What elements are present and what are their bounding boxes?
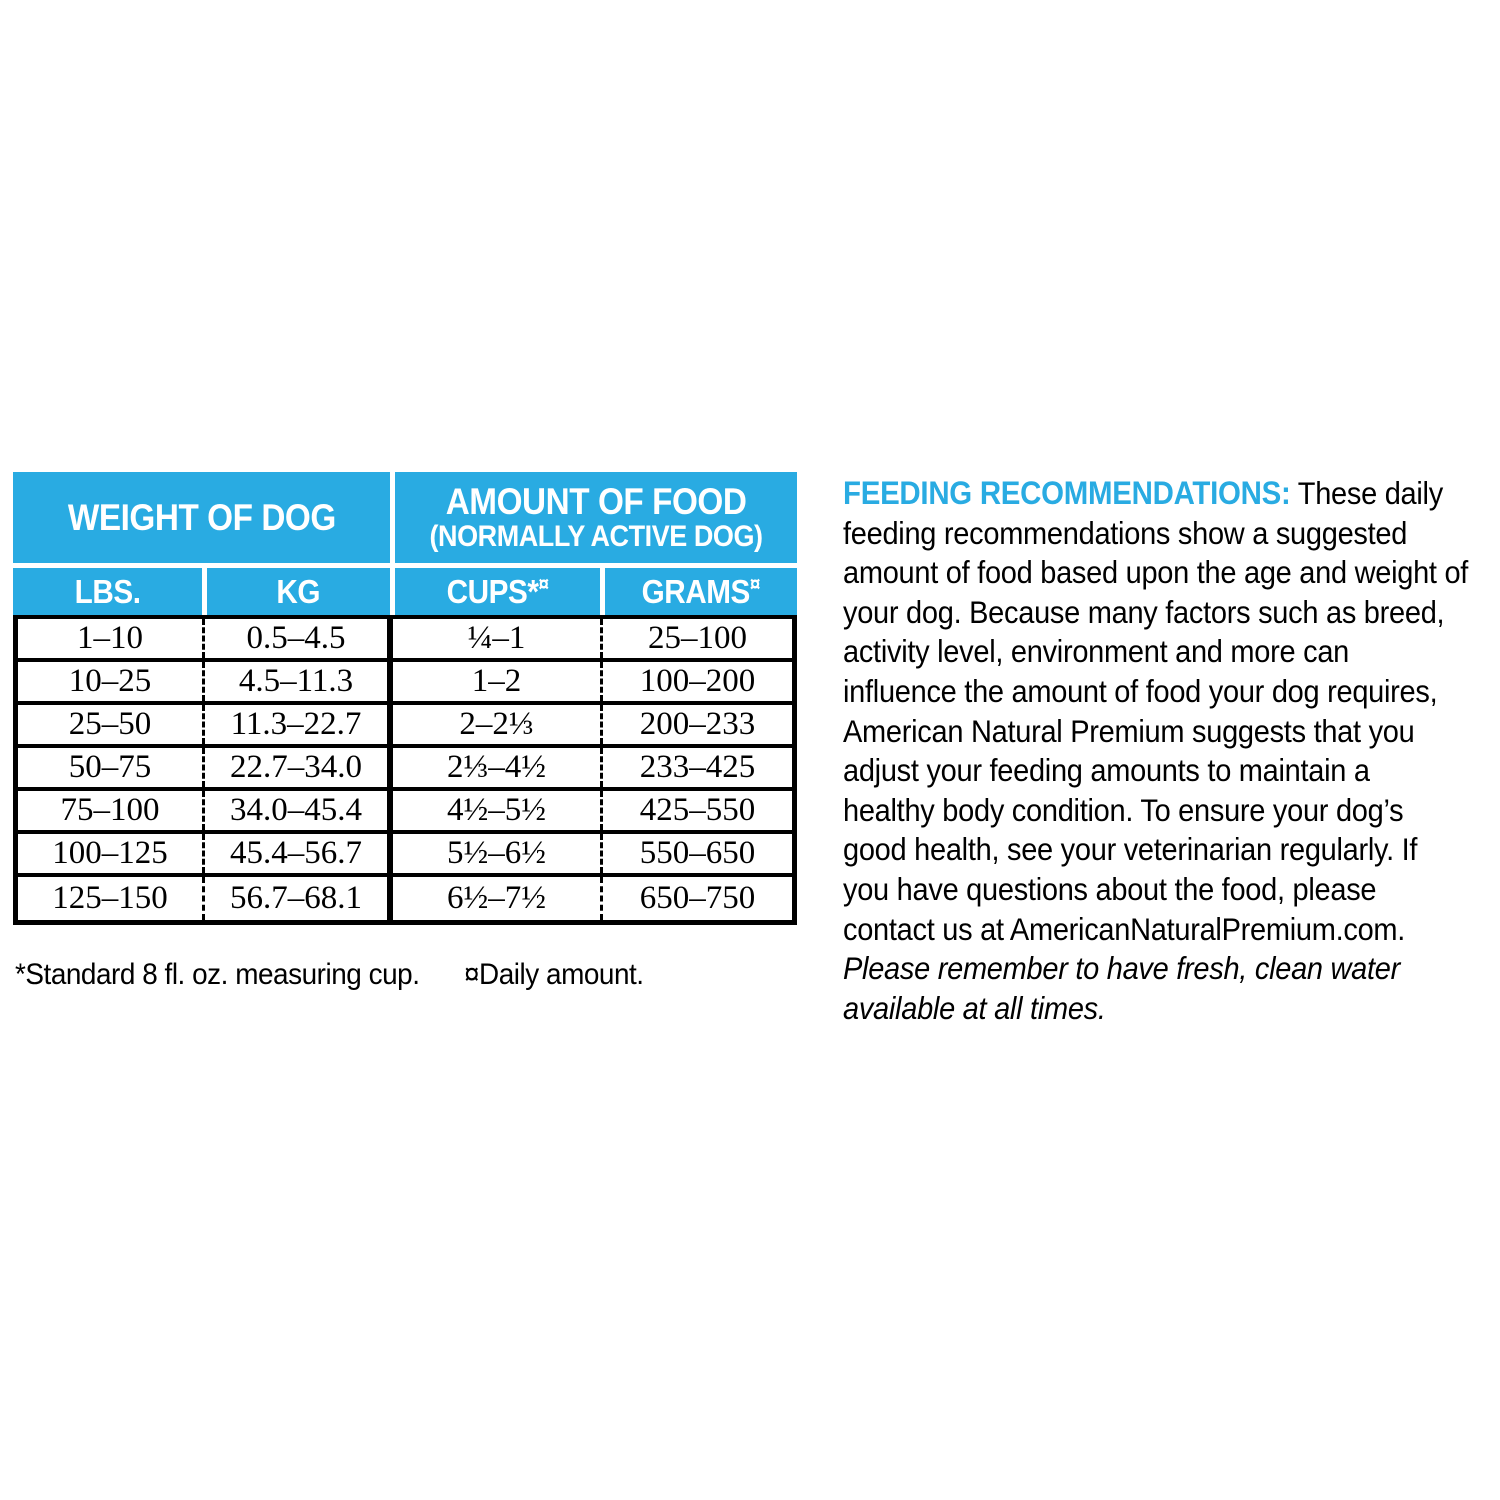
table-footnotes: [15, 958, 657, 992]
cell-lbs: 100–125: [18, 834, 205, 873]
cell-grams: 425–550: [639, 792, 756, 828]
column-header-lbs-label: LBS.: [74, 572, 141, 610]
column-header-grams-label: GRAMS: [641, 572, 751, 610]
cell-cups: 2⅓–4½: [393, 748, 603, 787]
column-header-grams: [605, 568, 797, 615]
cell-cups: 5½–6½: [393, 834, 603, 873]
group-header-amount-subtitle: (NORMALLY ACTIVE DOG): [429, 519, 763, 553]
cell-grams: 100–200: [639, 663, 756, 699]
cell-kg: 45.4–56.7: [205, 834, 393, 873]
cell-cups: 1–2: [393, 662, 603, 701]
table-row: [18, 834, 792, 877]
cell-grams: 25–100: [648, 620, 747, 656]
column-header-lbs: [13, 568, 202, 615]
cell-kg: 56.7–68.1: [205, 877, 393, 920]
column-header-cups: [395, 568, 600, 615]
table-body: [13, 615, 797, 925]
cell-grams: 550–650: [639, 835, 756, 871]
paragraph-emphasis: Please remember to have fresh, clean water available at all times.: [843, 950, 1401, 1026]
feeding-recommendations-paragraph: [843, 474, 1469, 1028]
column-header-grams-marker: ¤: [750, 572, 761, 596]
footnote-daily-amount: ¤Daily amount.: [464, 958, 644, 991]
cell-kg: 0.5–4.5: [205, 619, 393, 658]
table-row: [18, 619, 792, 662]
cell-lbs: 50–75: [18, 748, 205, 787]
paragraph-title: FEEDING RECOMMENDATIONS:: [843, 475, 1291, 511]
group-header-weight-of-dog: [13, 472, 390, 563]
cell-kg: 34.0–45.4: [205, 791, 393, 830]
table-row: [18, 877, 792, 920]
cell-cups: 4½–5½: [393, 791, 603, 830]
cell-grams: 200–233: [639, 706, 756, 742]
cell-kg: 11.3–22.7: [205, 705, 393, 744]
group-header-weight-title: WEIGHT OF DOG: [67, 496, 336, 538]
cell-cups: ¼–1: [393, 619, 603, 658]
cell-lbs: 1–10: [18, 619, 205, 658]
table-group-header-row: [13, 472, 797, 563]
footnote-measuring-cup: *Standard 8 fl. oz. measuring cup.: [15, 958, 420, 991]
cell-grams: 650–750: [639, 880, 756, 916]
cell-lbs: 75–100: [18, 791, 205, 830]
table-row: [18, 791, 792, 834]
cell-cups: 2–2⅓: [393, 705, 603, 744]
cell-kg: 4.5–11.3: [205, 662, 393, 701]
feeding-table: [13, 472, 797, 925]
cell-cups: 6½–7½: [393, 877, 603, 920]
column-header-cups-marker: ¤: [538, 572, 549, 596]
cell-grams: 233–425: [639, 749, 756, 785]
table-column-header-row: [13, 568, 797, 615]
cell-lbs: 10–25: [18, 662, 205, 701]
paragraph-body: These daily feeding recommendations show a suggested amount of food based upon the age and weight of your dog. Because many factors such as breed, activity level, environment and more can influence the amount of food your dog requires, American Natural Premium suggests that you adjust your feeding amounts to maintain a healthy body condition. To ensure your dog’s good health, see your veterinarian regularly. If you have questions about the food, please contact us at AmericanNaturalPremium.com.: [843, 475, 1469, 947]
table-row: [18, 705, 792, 748]
group-header-amount-of-food: [395, 472, 797, 563]
group-header-amount-title: AMOUNT OF FOOD: [445, 480, 747, 522]
column-header-kg: [207, 568, 390, 615]
column-header-kg-label: KG: [276, 572, 321, 610]
column-header-cups-label: CUPS*: [446, 572, 539, 610]
table-row: [18, 662, 792, 705]
table-row: [18, 748, 792, 791]
cell-lbs: 125–150: [18, 877, 205, 920]
cell-kg: 22.7–34.0: [205, 748, 393, 787]
cell-lbs: 25–50: [18, 705, 205, 744]
